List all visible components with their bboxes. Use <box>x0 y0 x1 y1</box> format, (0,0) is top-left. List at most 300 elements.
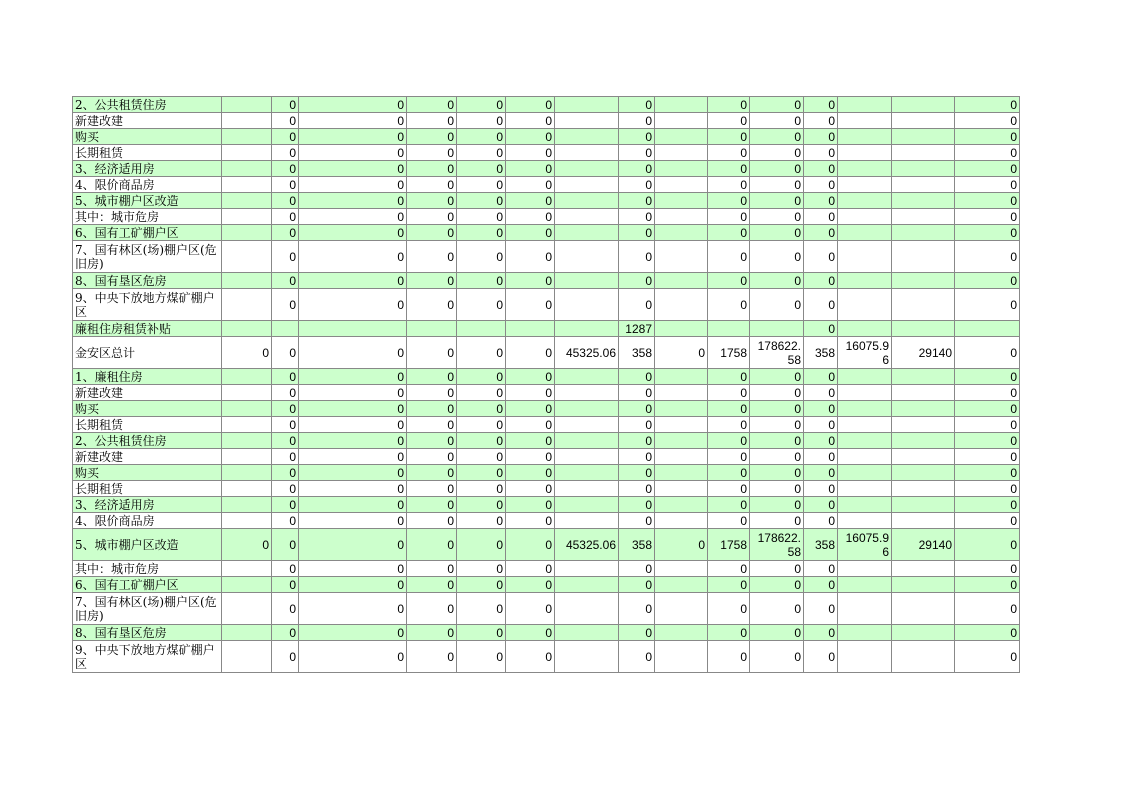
table-cell: 0 <box>750 417 804 433</box>
table-cell: 0 <box>804 433 838 449</box>
table-cell: 0 <box>457 177 506 193</box>
table-cell: 0 <box>506 401 555 417</box>
table-cell: 0 <box>955 145 1020 161</box>
row-label: 其中：城市危房 <box>73 561 222 577</box>
table-cell: 0 <box>955 417 1020 433</box>
table-cell: 0 <box>804 225 838 241</box>
table-cell: 45325.06 <box>555 337 619 369</box>
table-cell: 0 <box>272 113 299 129</box>
table-row <box>73 577 1020 593</box>
row-label: 新建改建 <box>73 449 222 465</box>
table-cell <box>555 193 619 209</box>
table-cell: 0 <box>955 337 1020 369</box>
table-cell: 0 <box>407 401 457 417</box>
table-cell: 0 <box>407 177 457 193</box>
table-cell: 0 <box>804 161 838 177</box>
table-row <box>73 593 1020 625</box>
table-cell: 0 <box>299 225 407 241</box>
table-cell: 0 <box>506 529 555 561</box>
table-cell: 0 <box>299 193 407 209</box>
table-cell: 0 <box>619 161 655 177</box>
table-cell <box>838 401 892 417</box>
table-cell: 0 <box>272 641 299 673</box>
table-cell <box>222 433 272 449</box>
table-cell <box>222 113 272 129</box>
table-cell <box>838 145 892 161</box>
table-cell: 0 <box>955 385 1020 401</box>
table-cell: 0 <box>506 209 555 225</box>
row-label: 4、限价商品房 <box>73 177 222 193</box>
table-cell: 0 <box>708 289 750 321</box>
table-row <box>73 97 1020 113</box>
table-cell <box>272 321 299 337</box>
table-cell <box>892 417 955 433</box>
table-cell <box>222 625 272 641</box>
table-cell: 0 <box>750 273 804 289</box>
table-cell: 0 <box>619 417 655 433</box>
table-cell <box>555 225 619 241</box>
table-cell <box>299 321 407 337</box>
table-cell: 0 <box>299 641 407 673</box>
table-cell: 0 <box>272 433 299 449</box>
table-cell <box>838 497 892 513</box>
table-cell: 0 <box>750 497 804 513</box>
table-cell <box>555 241 619 273</box>
table-cell: 0 <box>272 497 299 513</box>
table-row <box>73 289 1020 321</box>
table-cell: 0 <box>619 273 655 289</box>
table-cell: 0 <box>299 529 407 561</box>
table-cell: 0 <box>407 113 457 129</box>
table-cell <box>838 241 892 273</box>
table-cell <box>655 593 708 625</box>
table-cell <box>655 433 708 449</box>
table-cell: 0 <box>457 593 506 625</box>
row-label: 9、中央下放地方煤矿棚户区 <box>73 289 222 321</box>
table-body <box>73 97 1020 673</box>
table-cell: 0 <box>955 161 1020 177</box>
table-cell: 0 <box>272 625 299 641</box>
table-cell: 0 <box>272 449 299 465</box>
table-cell: 0 <box>619 625 655 641</box>
table-cell: 0 <box>955 225 1020 241</box>
table-cell <box>555 161 619 177</box>
table-cell <box>892 321 955 337</box>
table-cell <box>892 465 955 481</box>
table-cell <box>892 113 955 129</box>
table-cell <box>892 593 955 625</box>
table-cell <box>555 113 619 129</box>
table-row <box>73 465 1020 481</box>
table-cell <box>222 641 272 673</box>
table-cell: 0 <box>506 193 555 209</box>
table-cell <box>655 561 708 577</box>
table-cell: 0 <box>708 465 750 481</box>
table-cell: 0 <box>299 241 407 273</box>
table-cell: 0 <box>619 561 655 577</box>
table-cell <box>655 225 708 241</box>
row-label: 新建改建 <box>73 113 222 129</box>
table-cell: 0 <box>506 177 555 193</box>
table-cell: 0 <box>955 129 1020 145</box>
table-row <box>73 561 1020 577</box>
row-label: 新建改建 <box>73 385 222 401</box>
table-cell: 0 <box>407 385 457 401</box>
table-cell <box>555 97 619 113</box>
table-cell: 0 <box>655 337 708 369</box>
table-cell: 0 <box>750 161 804 177</box>
table-cell <box>708 321 750 337</box>
table-cell: 0 <box>708 385 750 401</box>
table-cell: 0 <box>804 593 838 625</box>
table-cell: 0 <box>804 97 838 113</box>
table-cell: 0 <box>708 449 750 465</box>
table-cell: 0 <box>708 625 750 641</box>
row-label: 3、经济适用房 <box>73 161 222 177</box>
table-cell: 0 <box>619 513 655 529</box>
table-cell <box>555 369 619 385</box>
table-cell: 0 <box>407 577 457 593</box>
table-row <box>73 193 1020 209</box>
row-label: 其中：城市危房 <box>73 209 222 225</box>
table-cell: 0 <box>457 529 506 561</box>
table-cell <box>838 561 892 577</box>
table-cell: 0 <box>619 113 655 129</box>
table-cell: 0 <box>708 641 750 673</box>
table-cell: 0 <box>299 449 407 465</box>
row-label: 购买 <box>73 465 222 481</box>
table-cell: 0 <box>804 401 838 417</box>
table-cell: 0 <box>955 369 1020 385</box>
table-cell <box>838 417 892 433</box>
table-cell: 0 <box>750 385 804 401</box>
table-cell: 0 <box>407 465 457 481</box>
table-cell: 0 <box>708 161 750 177</box>
table-cell <box>655 145 708 161</box>
table-cell: 0 <box>619 465 655 481</box>
table-cell <box>222 273 272 289</box>
table-cell: 0 <box>299 273 407 289</box>
table-cell <box>655 401 708 417</box>
row-label: 7、国有林区(场)棚户区(危旧房) <box>73 593 222 625</box>
table-cell <box>555 577 619 593</box>
table-cell: 0 <box>299 369 407 385</box>
table-cell: 16075.96 <box>838 529 892 561</box>
table-cell <box>838 465 892 481</box>
table-cell: 0 <box>506 481 555 497</box>
table-cell: 0 <box>708 593 750 625</box>
table-cell: 358 <box>619 529 655 561</box>
table-cell: 0 <box>955 625 1020 641</box>
table-row <box>73 321 1020 337</box>
row-label: 5、城市棚户区改造 <box>73 529 222 561</box>
table-cell: 0 <box>299 161 407 177</box>
row-label: 金安区总计 <box>73 337 222 369</box>
table-cell: 0 <box>407 289 457 321</box>
row-label: 9、中央下放地方煤矿棚户区 <box>73 641 222 673</box>
table-cell: 0 <box>955 481 1020 497</box>
table-cell <box>892 513 955 529</box>
table-cell: 0 <box>457 113 506 129</box>
table-cell <box>655 321 708 337</box>
table-cell: 0 <box>750 465 804 481</box>
table-cell: 0 <box>750 129 804 145</box>
table-row <box>73 481 1020 497</box>
table-cell: 0 <box>272 465 299 481</box>
table-cell: 0 <box>619 593 655 625</box>
table-cell: 0 <box>506 465 555 481</box>
table-cell: 0 <box>750 449 804 465</box>
table-cell: 0 <box>708 241 750 273</box>
table-cell: 0 <box>619 145 655 161</box>
table-cell <box>955 321 1020 337</box>
table-cell: 0 <box>708 225 750 241</box>
table-cell <box>838 321 892 337</box>
table-row <box>73 225 1020 241</box>
table-cell <box>892 641 955 673</box>
table-row <box>73 449 1020 465</box>
table-cell <box>222 481 272 497</box>
table-cell: 0 <box>619 577 655 593</box>
table-cell <box>555 401 619 417</box>
table-cell: 0 <box>506 241 555 273</box>
table-cell: 0 <box>619 129 655 145</box>
table-cell: 0 <box>708 177 750 193</box>
table-cell: 0 <box>619 209 655 225</box>
table-cell <box>222 145 272 161</box>
table-cell: 0 <box>272 193 299 209</box>
table-cell: 0 <box>708 561 750 577</box>
table-cell <box>838 97 892 113</box>
table-cell: 0 <box>407 625 457 641</box>
table-cell: 0 <box>407 417 457 433</box>
table-cell: 0 <box>506 369 555 385</box>
table-cell <box>655 241 708 273</box>
table-cell: 0 <box>272 529 299 561</box>
table-cell <box>838 225 892 241</box>
row-label: 长期租赁 <box>73 145 222 161</box>
table-cell <box>555 321 619 337</box>
table-cell <box>892 241 955 273</box>
table-cell: 0 <box>272 225 299 241</box>
table-cell: 0 <box>750 433 804 449</box>
table-cell: 0 <box>457 625 506 641</box>
table-cell <box>555 129 619 145</box>
table-cell <box>838 113 892 129</box>
table-cell <box>555 273 619 289</box>
table-cell <box>838 209 892 225</box>
table-cell: 0 <box>506 289 555 321</box>
table-cell <box>222 177 272 193</box>
table-cell: 0 <box>955 209 1020 225</box>
table-cell: 0 <box>272 337 299 369</box>
table-cell <box>222 193 272 209</box>
table-cell: 0 <box>407 513 457 529</box>
table-cell: 0 <box>407 193 457 209</box>
table-cell: 0 <box>708 273 750 289</box>
table-cell: 0 <box>457 641 506 673</box>
table-cell: 0 <box>804 321 838 337</box>
table-cell: 0 <box>299 401 407 417</box>
table-cell <box>555 177 619 193</box>
table-cell: 0 <box>457 561 506 577</box>
table-cell <box>555 449 619 465</box>
table-cell: 0 <box>804 273 838 289</box>
table-cell <box>555 481 619 497</box>
table-cell: 178622.58 <box>750 529 804 561</box>
table-cell: 0 <box>299 433 407 449</box>
row-label: 1、廉租住房 <box>73 369 222 385</box>
table-cell <box>655 577 708 593</box>
table-cell: 0 <box>619 433 655 449</box>
table-cell: 0 <box>407 369 457 385</box>
table-cell <box>892 273 955 289</box>
table-cell <box>892 209 955 225</box>
table-row <box>73 273 1020 289</box>
row-label: 8、国有垦区危房 <box>73 273 222 289</box>
table-cell: 0 <box>407 561 457 577</box>
table-cell <box>655 625 708 641</box>
table-cell <box>555 497 619 513</box>
table-cell <box>655 385 708 401</box>
table-cell: 0 <box>708 417 750 433</box>
table-cell <box>555 385 619 401</box>
table-cell: 0 <box>708 145 750 161</box>
table-cell: 0 <box>708 577 750 593</box>
table-cell <box>555 561 619 577</box>
table-cell: 0 <box>299 113 407 129</box>
table-cell: 0 <box>750 209 804 225</box>
table-row <box>73 177 1020 193</box>
table-cell: 0 <box>407 129 457 145</box>
table-cell: 0 <box>272 161 299 177</box>
table-cell <box>655 193 708 209</box>
table-cell: 0 <box>955 497 1020 513</box>
table-cell <box>655 449 708 465</box>
table-cell: 0 <box>457 337 506 369</box>
table-cell: 0 <box>407 161 457 177</box>
table-cell <box>555 465 619 481</box>
table-cell: 0 <box>955 433 1020 449</box>
table-cell <box>892 481 955 497</box>
table-cell <box>222 465 272 481</box>
table-cell <box>655 289 708 321</box>
table-cell: 0 <box>804 481 838 497</box>
table-cell <box>555 289 619 321</box>
table-cell <box>892 193 955 209</box>
table-cell: 0 <box>407 641 457 673</box>
table-cell: 0 <box>506 225 555 241</box>
table-cell <box>222 161 272 177</box>
table-cell: 0 <box>750 481 804 497</box>
table-cell: 0 <box>619 385 655 401</box>
table-cell: 0 <box>708 513 750 529</box>
table-cell: 0 <box>750 193 804 209</box>
table-cell: 0 <box>804 465 838 481</box>
table-cell: 29140 <box>892 529 955 561</box>
table-cell: 0 <box>457 97 506 113</box>
table-cell: 0 <box>299 593 407 625</box>
row-label: 5、城市棚户区改造 <box>73 193 222 209</box>
table-row <box>73 337 1020 369</box>
table-cell: 0 <box>955 401 1020 417</box>
row-label: 购买 <box>73 401 222 417</box>
table-cell: 0 <box>407 97 457 113</box>
table-cell: 0 <box>955 449 1020 465</box>
table-cell <box>457 321 506 337</box>
table-cell <box>655 465 708 481</box>
row-label: 长期租赁 <box>73 481 222 497</box>
table-cell: 0 <box>407 225 457 241</box>
table-cell: 0 <box>299 177 407 193</box>
row-label: 8、国有垦区危房 <box>73 625 222 641</box>
table-cell: 0 <box>804 369 838 385</box>
table-cell: 0 <box>272 177 299 193</box>
table-cell: 358 <box>804 337 838 369</box>
table-cell: 0 <box>750 241 804 273</box>
table-cell: 0 <box>506 161 555 177</box>
table-cell: 0 <box>619 641 655 673</box>
row-label: 长期租赁 <box>73 417 222 433</box>
table-cell <box>655 513 708 529</box>
table-cell: 0 <box>619 481 655 497</box>
table-cell <box>655 369 708 385</box>
table-cell: 0 <box>272 209 299 225</box>
table-cell: 0 <box>619 241 655 273</box>
table-cell <box>838 177 892 193</box>
table-cell <box>555 593 619 625</box>
table-cell: 0 <box>506 113 555 129</box>
table-cell <box>222 593 272 625</box>
table-row <box>73 113 1020 129</box>
table-cell: 0 <box>457 497 506 513</box>
table-cell: 0 <box>299 337 407 369</box>
table-cell: 0 <box>804 497 838 513</box>
table-cell: 0 <box>506 145 555 161</box>
table-cell <box>222 513 272 529</box>
table-cell: 0 <box>299 561 407 577</box>
table-cell <box>222 385 272 401</box>
table-cell <box>655 113 708 129</box>
table-cell: 0 <box>457 465 506 481</box>
table-cell: 0 <box>955 513 1020 529</box>
row-label: 4、限价商品房 <box>73 513 222 529</box>
table-cell <box>655 97 708 113</box>
table-cell <box>838 577 892 593</box>
table-cell: 0 <box>506 129 555 145</box>
table-cell: 0 <box>619 225 655 241</box>
table-cell: 0 <box>619 193 655 209</box>
table-cell <box>222 321 272 337</box>
table-cell: 0 <box>955 273 1020 289</box>
table-cell: 0 <box>506 273 555 289</box>
table-cell: 0 <box>457 417 506 433</box>
table-cell: 0 <box>804 177 838 193</box>
table-cell: 0 <box>457 449 506 465</box>
table-cell <box>892 177 955 193</box>
table-row <box>73 513 1020 529</box>
table-cell: 45325.06 <box>555 529 619 561</box>
table-cell: 0 <box>299 465 407 481</box>
table-cell: 0 <box>750 177 804 193</box>
table-cell <box>222 225 272 241</box>
row-label: 2、公共租赁住房 <box>73 97 222 113</box>
table-cell <box>838 625 892 641</box>
table-cell: 0 <box>708 481 750 497</box>
table-cell: 0 <box>750 593 804 625</box>
table-cell: 0 <box>506 449 555 465</box>
table-cell <box>892 401 955 417</box>
